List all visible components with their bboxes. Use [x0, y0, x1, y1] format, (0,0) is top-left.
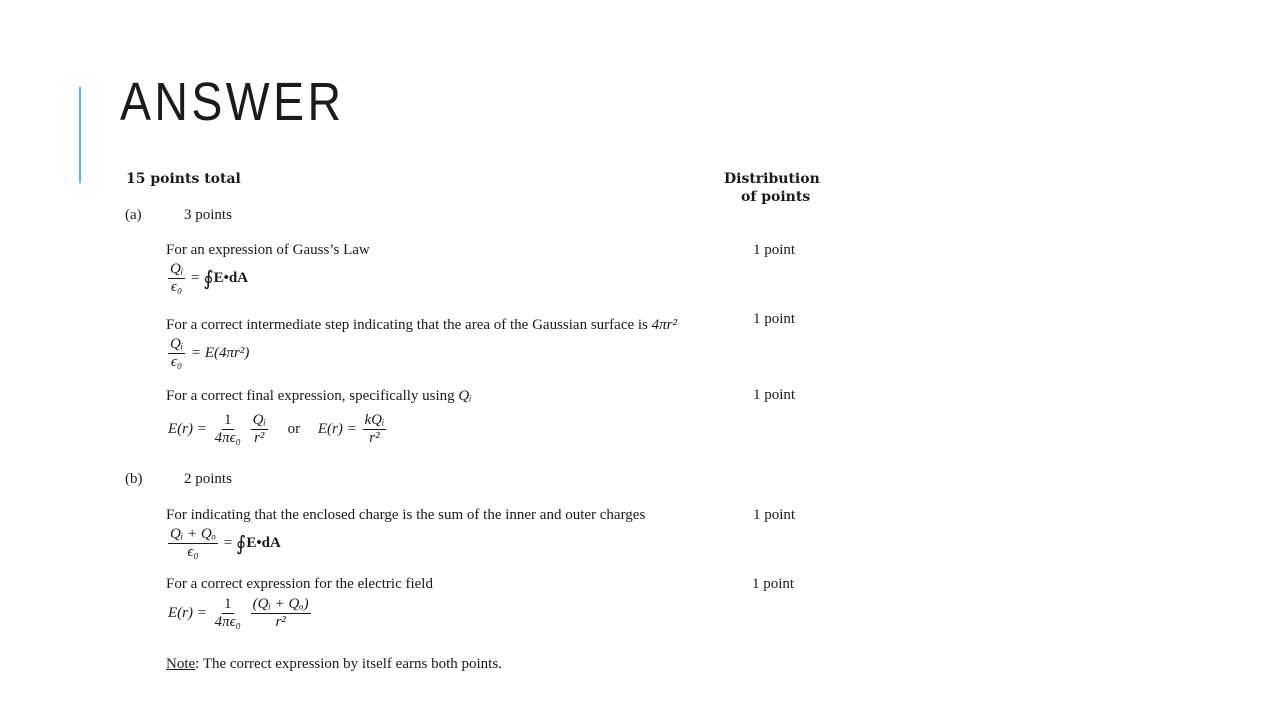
part-b-item-1-points: 1 point	[753, 507, 796, 523]
part-a-label: (a)	[125, 207, 142, 223]
rubric-note	[166, 656, 502, 673]
part-a-item-2-text: For a correct intermediate step indicating that the area of the Gaussian surface is 4πr²	[166, 317, 677, 333]
gauss-law-equation: $\frac{\text{Qᵢ}}{\text{ϵ₀}}$ = ∮E•dA	[170, 261, 249, 295]
points-total: 15 points total	[126, 171, 241, 187]
part-b-points: 2 points	[184, 471, 232, 487]
part-b-item-2-text: For a correct expression for the electric field	[166, 576, 433, 592]
part-a-item-2-points: 1 point	[753, 311, 796, 327]
note-label: Note	[166, 656, 196, 672]
part-a-item-3-points: 1 point	[753, 387, 796, 403]
area-expression: 4πr²	[651, 317, 677, 333]
distribution-header-line1: Distribution	[724, 171, 820, 187]
part-b-item-2-points: 1 point	[752, 576, 795, 592]
part-b-item-1-text: For indicating that the enclosed charge is the sum of the inner and outer charges	[166, 507, 646, 523]
distribution-header-line2: of points	[741, 189, 811, 205]
part-a-item-1-text: For an expression of Gauss’s Law	[166, 242, 370, 258]
part-b-label: (b)	[125, 471, 143, 487]
note-text: : The correct expression by itself earns both points.	[195, 656, 502, 672]
enclosed-charge-equation: $\frac{\text{Qᵢ + Qₒ}}{\text{ϵ₀}}$ = ∮E•dA	[170, 526, 281, 560]
part-a-item-3-text: For a correct final expression, specifically using Qᵢ	[166, 388, 472, 404]
final-expression-equation: E(r) = $\frac{1}{\text{4πϵ₀}}$ $\frac{\text{Qᵢ}}{\text{r²}}$ or E(r) = $\frac{\text{kQᵢ}}{\text{r²}}$	[168, 412, 385, 446]
part-a-item-1-points: 1 point	[753, 242, 796, 258]
slide-title: ANSWER	[120, 72, 345, 132]
electric-field-equation: E(r) = $\frac{1}{\text{4πϵ₀}}$ $\frac{\text{(Qᵢ + Qₒ)}}{\text{r²}}$	[168, 596, 309, 630]
part-a-points: 3 points	[184, 207, 232, 223]
intermediate-step-equation: $\frac{\text{Qᵢ}}{\text{ϵ₀}}$ = E(4πr²)	[170, 336, 250, 370]
